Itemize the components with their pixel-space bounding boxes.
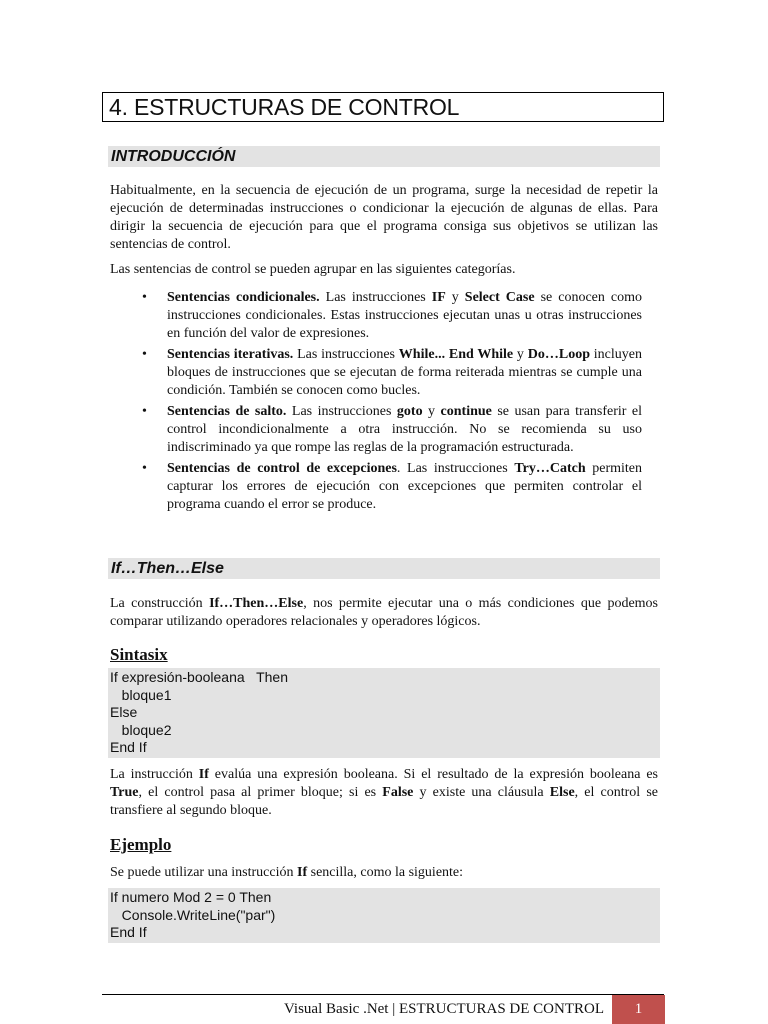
code-line: End If [110,739,147,756]
code-line: bloque1 [110,686,172,703]
control-categories-list [110,289,642,517]
bullet-icon: • [142,404,147,419]
list-item: • Sentencias iterativas. Las instrucciones While... End While y Do…Loop incluyen bloques de instrucciones que se ejecutan de forma reiterada mientras se cumple una condición. También se conocen como bucles. [142,347,642,398]
bullet-icon: • [142,461,147,476]
ejemplo-heading: Ejemplo [110,835,172,854]
page-number: 1 [612,995,665,1024]
list-item: • Sentencias de salto. Las instrucciones goto y continue se usan para transferir el control incondicionalmente a otra instrucción. No se recomienda su uso indiscriminado ya que rompe las reglas de la programación estructurada. [142,404,643,455]
intro-paragraph: Habitualmente, en la secuencia de ejecución de un programa, surge la necesidad de repetir la ejecución de determinadas instrucciones o condicionar la ejecución de algunas de ellas. Para dirigir la secuencia de ejecución para que el programa consiga sus objetivos se utilizan las sentencias de control. [110,183,658,252]
list-item: • Sentencias de control de excepciones. Las instrucciones Try…Catch permiten capturar los errores de ejecución con excepciones que permiten controlar el programa cuando el error se produce. [142,461,642,512]
sintaxis-heading: Sintasix [110,645,168,664]
footer-text: Visual Basic .Net | ESTRUCTURAS DE CONTROL [283,1001,604,1017]
bullet-icon: • [142,290,147,305]
if-explanation-paragraph: La instrucción If evalúa una expresión booleana. Si el resultado de la expresión booleana es True, el control pasa al primer bloque; si es False y existe una cláusula Else, el control se transfiere al segundo bloque. [110,767,658,818]
code-line: If numero Mod 2 = 0 Then [110,889,272,905]
if-then-else-paragraph: La construcción If…Then…Else, nos permite ejecutar una o más condiciones que podemos comparar utilizando operadores relacionales y operadores lógicos. [110,596,659,629]
section-heading-if-then-else: If…Then…Else [108,558,660,579]
example-code-block [108,888,660,943]
code-line: End If [110,924,147,941]
code-line: bloque2 [110,721,172,738]
categories-paragraph: Las sentencias de control se pueden agrupar en las siguientes categorías. [110,262,516,277]
footer-divider [102,994,664,995]
bullet-icon: • [142,347,147,362]
list-item: • Sentencias condicionales. Las instrucciones IF y Select Case se conocen como instrucciones condicionales. Estas instrucciones ejecutan unas u otras instrucciones en función del valor de expresiones. [142,290,642,341]
code-line: Else [110,704,138,721]
section-heading-introduccion: INTRODUCCIÓN [108,146,660,167]
code-line: Console.WriteLine("par") [110,906,276,923]
code-line: If expresión-booleana Then [110,669,288,685]
ejemplo-paragraph: Se puede utilizar una instrucción If sencilla, como la siguiente: [110,865,464,880]
syntax-code-block [108,668,660,758]
chapter-title: 4. ESTRUCTURAS DE CONTROL [102,92,664,122]
